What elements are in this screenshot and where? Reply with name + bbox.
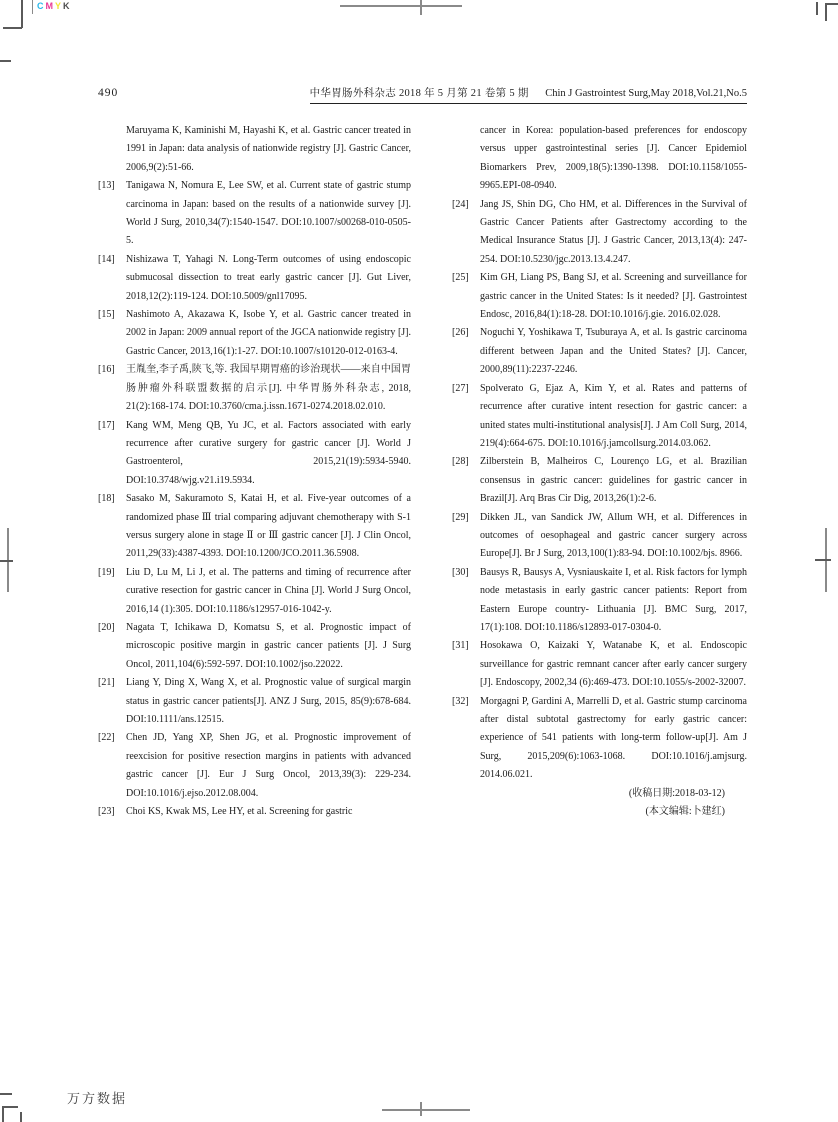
reference-text: Spolverato G, Ejaz A, Kim Y, et al. Rates and patterns of recurrence after curative intent resection for gastric cancer: a united states multi-institutional analysis[J]. J Am Coll Surg, 2014, 219(4):664-675. DOI:10.1016/j.jamcollsurg.2014.03.062.	[480, 382, 747, 449]
reference-entry	[98, 122, 411, 177]
journal-title-english: Chin J Gastrointest Surg,May 2018,Vol.21,No.5	[545, 88, 747, 99]
reference-entry	[452, 693, 747, 785]
reference-number: [27]	[452, 382, 469, 394]
reference-number: [15]	[98, 309, 115, 321]
reference-text: Dikken JL, van Sandick JW, Allum WH, et al. Differences in outcomes of oesophageal and gastric cancer surgery across Europe[J]. Br J Surg, 2013,100(1):83-94. DOI:10.1002/bjs. 8966.	[480, 511, 747, 560]
reference-number: [16]	[98, 364, 115, 376]
registration-mark-left-tick	[0, 560, 13, 562]
reference-text: Jang JS, Shin DG, Cho HM, et al. Differences in the Survival of Gastric Cancer Patients after Gastrectomy according to the Medical Insurance Status [J]. J Gastric Cancer, 2013,13(4): 247-254. DOI:10.5230/jgc.2013.13.4.247.	[480, 198, 747, 265]
reference-text: Morgagni P, Gardini A, Marrelli D, et al. Gastric stump carcinoma after distal subtotal gastrectomy for early gastric cancer: experience of 541 patients with long-term follow-up[J]. Am J Surg, 2015,209(6):1063-1068. DOI:10.1016/j.amjsurg. 2014.06.021.	[480, 695, 747, 781]
reference-text: cancer in Korea: population-based preferences for endoscopy versus upper gastrointestinal series [J]. Cancer Epidemiol Biomarkers Prev, 2009,18(5):1390-1398. DOI:10.1158/1055-9965.EPI-08-0940.	[480, 125, 747, 192]
reference-number: [29]	[452, 511, 469, 523]
crop-mark-bottom-left-vertical2	[20, 1112, 22, 1122]
reference-number: [21]	[98, 677, 115, 689]
reference-number: [20]	[98, 621, 115, 633]
reference-number: [28]	[452, 456, 469, 468]
reference-number: [23]	[98, 806, 115, 818]
reference-number	[98, 122, 126, 177]
reference-entry	[98, 306, 411, 361]
crop-mark-bottom-left-horizontal	[2, 1106, 18, 1108]
reference-number	[452, 122, 480, 196]
registration-mark-top-tick	[420, 0, 422, 15]
reference-entry	[98, 490, 411, 564]
reference-entry	[452, 380, 747, 454]
wanfang-data-watermark: 万方数据	[67, 1091, 128, 1106]
registration-mark-right-tick	[815, 559, 831, 561]
reference-text: 王胤奎,李子禹,陕飞,等. 我国早期胃癌的诊治现状——来自中国胃肠肿瘤外科联盟数据的启示[J]. 中华胃肠外科杂志, 2018, 21(2):168-174. DOI:10.3760/cma.j.issn.1671-0274.2018.02.010.	[126, 364, 411, 413]
reference-number: [22]	[98, 732, 115, 744]
reference-entry	[452, 453, 747, 508]
cmyk-letter: C	[37, 1, 45, 11]
reference-number: [31]	[452, 640, 469, 652]
reference-text: Maruyama K, Kaminishi M, Hayashi K, et al. Gastric cancer treated in 1991 in Japan: data analysis of nationwide registry [J]. Gastric Cancer, 2006,9(2):51-66.	[126, 125, 411, 173]
references-column-left	[98, 122, 411, 821]
reference-entry	[452, 564, 747, 638]
page-number: 490	[98, 87, 119, 99]
crop-mark-top-right-horizontal	[825, 3, 838, 5]
reference-text: Liang Y, Ding X, Wang X, et al. Prognostic value of surgical margin status in gastric cancer patients[J]. ANZ J Surg, 2015, 85(9):678-684. DOI:10.1111/ans.12515.	[126, 677, 411, 725]
reference-number: [32]	[452, 695, 469, 707]
reference-entry	[98, 803, 411, 821]
references-column-right	[452, 122, 747, 821]
reference-number: [14]	[98, 253, 115, 265]
crop-mark-top-left-dash	[0, 60, 11, 62]
registration-mark-bottom-tick	[420, 1102, 422, 1116]
reference-entry	[98, 619, 411, 674]
registration-mark-bottom-line	[382, 1109, 470, 1111]
reference-entry	[98, 361, 411, 416]
reference-text: Nashimoto A, Akazawa K, Isobe Y, et al. Gastric cancer treated in 2002 in Japan: 2009 annual report of the JGCA nationwide registry [J]. Gastric Cancer, 2013,16(1):1-27. DOI:10.1007/s10120-012-0163-4.	[126, 309, 411, 357]
crop-mark-bottom-left-vertical	[2, 1106, 4, 1122]
reference-text: Bausys R, Bausys A, Vysniauskaite I, et al. Risk factors for lymph node metastasis in early gastric cancer patients: Report from Eastern Europe country- Lithuania [J]. BMC Surg, 2017, 17(1):108. DOI:10.1186/s12893-017-0304-0.	[480, 566, 747, 633]
reference-entry	[452, 196, 747, 270]
reference-entry	[452, 122, 747, 196]
crop-mark-top-right-vertical	[825, 3, 827, 21]
reference-entry	[98, 177, 411, 251]
journal-header-title	[310, 85, 747, 104]
reference-entry	[98, 251, 411, 306]
reference-number: [30]	[452, 566, 469, 578]
reference-text: Tanigawa N, Nomura E, Lee SW, et al. Current state of gastric stump carcinoma in Japan: based on the results of a nationwide survey [J]. World J Surg, 2010,34(7):1540-1547. DOI:10.1007/s00268-010-0505-5.	[126, 180, 411, 247]
reference-entry	[98, 729, 411, 803]
crop-mark-top-left-vertical	[21, 0, 23, 28]
reference-text: Kang WM, Meng QB, Yu JC, et al. Factors associated with early recurrence after curative surgery for gastric cancer [J]. World J Gastroenterol, 2015,21(19):5934-5940. DOI:10.3748/wjg.v21.i19.5934.	[126, 419, 411, 486]
reference-entry	[452, 637, 747, 692]
reference-number: [25]	[452, 272, 469, 284]
cmyk-letter: Y	[55, 1, 63, 11]
reference-number: [13]	[98, 180, 115, 192]
reference-text: Liu D, Lu M, Li J, et al. The patterns and timing of recurrence after curative resection for gastric cancer in China [J]. World J Surg Oncol, 2016,14 (1):305. DOI:10.1186/s12957-016-1042-y.	[126, 566, 411, 615]
reference-text: Choi KS, Kwak MS, Lee HY, et al. Screening for gastric	[126, 806, 353, 818]
reference-entry	[98, 417, 411, 491]
reference-entry	[98, 564, 411, 619]
reference-number: [17]	[98, 419, 115, 431]
reference-text: Zilberstein B, Malheiros C, Lourenço LG, et al. Brazilian consensus in gastric cancer: guidelines for gastric cancer in Brazil[J]. Arq Bras Cir Dig, 2013,26(1):2-6.	[480, 456, 747, 505]
reference-entry	[452, 509, 747, 564]
reference-text: Kim GH, Liang PS, Bang SJ, et al. Screening and surveillance for gastric cancer in the United States: Is it needed? [J]. Gastrointest Endosc, 2016,84(1):18-28. DOI:10.1016/j.gie. 2016.02.028.	[480, 272, 747, 321]
crop-mark-top-left-horizontal	[3, 27, 22, 29]
reference-text: Chen JD, Yang XP, Shen JG, et al. Prognostic improvement of reexcision for positive resection margins in patients with advanced gastric cancer [J]. Eur J Surg Oncol, 2013,39(3): 229-234. DOI:10.1016/j.ejso.2012.08.004.	[126, 732, 411, 799]
crop-mark-bottom-left-dash	[0, 1093, 12, 1095]
reference-text: Nagata T, Ichikawa D, Komatsu S, et al. Prognostic impact of microscopic positive margin in gastric cancer patients [J]. J Surg Oncol, 2011,104(6):592-597. DOI:10.1002/jso.22022.	[126, 621, 411, 670]
cmyk-color-bar	[37, 1, 72, 11]
reference-number: [24]	[452, 198, 469, 210]
cmyk-letter: M	[45, 1, 54, 11]
reference-number: [26]	[452, 327, 469, 339]
reference-text: Noguchi Y, Yoshikawa T, Tsuburaya A, et al. Is gastric carcinoma different between Japan and the United States? [J]. Cancer, 2000,89(11):2237-2246.	[480, 327, 747, 376]
reference-entry	[452, 324, 747, 379]
journal-title-chinese: 中华胃肠外科杂志 2018 年 5 月第 21 卷第 5 期	[309, 88, 529, 99]
reference-number: [18]	[98, 493, 115, 505]
editor-note-line: (本文编辑:卜建红)	[645, 806, 725, 818]
reference-text: Nishizawa T, Yahagi N. Long-Term outcomes of using endoscopic submucosal dissection to treat early gastric cancer [J]. Gut Liver, 2018,12(2):119-124. DOI:10.5009/gnl17095.	[126, 253, 411, 302]
cmyk-letter: K	[63, 1, 71, 11]
reference-text: Sasako M, Sakuramoto S, Katai H, et al. Five-year outcomes of a randomized phase Ⅲ trial comparing adjuvant chemotherapy with S-1 versus surgery alone in stage Ⅱ or Ⅲ gastric cancer [J]. J Clin Oncol, 2011,29(33):4387-4393. DOI:10.1200/JCO.2011.36.5908.	[126, 493, 411, 560]
registration-mark-top-line	[340, 5, 462, 7]
reference-entry	[452, 269, 747, 324]
reference-number: [19]	[98, 566, 115, 578]
reference-entry	[98, 674, 411, 729]
crop-mark-top-right-tick	[816, 2, 818, 15]
page-header	[98, 85, 747, 104]
cmyk-separator-line	[32, 0, 33, 14]
reference-text: Hosokawa O, Kaizaki Y, Watanabe K, et al. Endoscopic surveillance for gastric remnant cancer after early cancer surgery [J]. Endoscopy, 2002,34 (6):469-473. DOI:10.1055/s-2002-32007.	[480, 640, 747, 689]
received-date-line: (收稿日期:2018-03-12)	[628, 787, 725, 799]
